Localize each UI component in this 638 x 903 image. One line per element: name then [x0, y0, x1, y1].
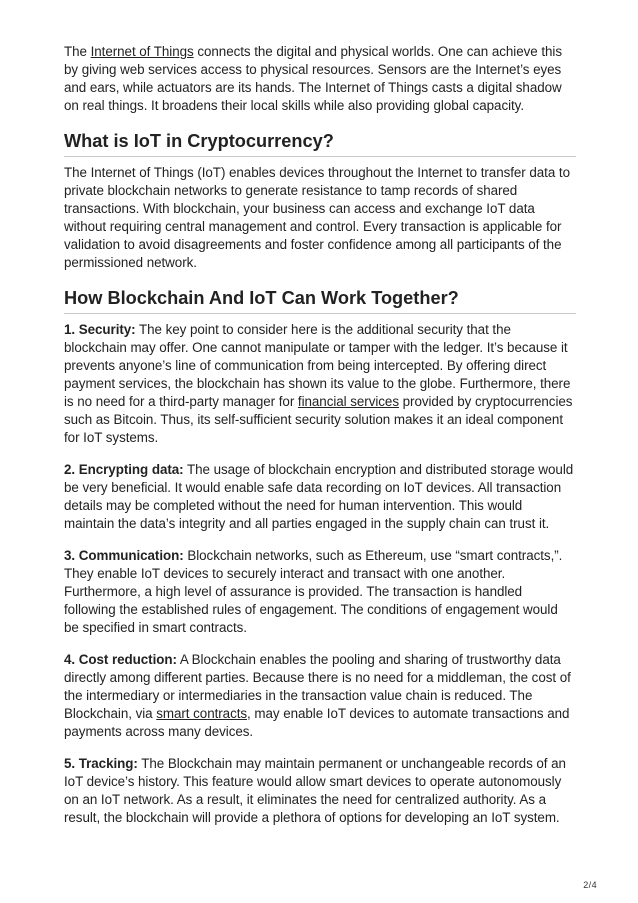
item-text: Blockchain networks, such as Ethereum, use “smart contracts,”. They enable IoT devices to securely interact and transact with one another. Furthermore, a high level of assurance is provided. The transaction is handled following the established rules of engagement. The conditions of engagement would be specified in smart contracts.: [64, 548, 563, 635]
internet-of-things-link[interactable]: Internet of Things: [90, 44, 194, 59]
item-text: The Blockchain may maintain permanent or unchangeable records of an IoT device’s history. This feature would allow smart devices to operate autonomously on an IoT network. As a result, it eliminates the need for centralized authority. As a result, the blockchain will provide a plethora of options for developing an IoT system.: [64, 756, 566, 825]
section-heading-blockchain-iot: How Blockchain And IoT Can Work Together?: [64, 288, 459, 308]
item-label: 1. Security:: [64, 322, 136, 337]
item-encrypting-data: [64, 461, 576, 533]
item-label: 4. Cost reduction:: [64, 652, 177, 667]
smart-contracts-link[interactable]: smart contracts: [156, 706, 248, 721]
item-label: 5. Tracking:: [64, 756, 138, 771]
item-label: 2. Encrypting data:: [64, 462, 184, 477]
item-text: provided by cryptocurrencies such as Bitcoin. Thus, its self-sufficient security solution makes it an ideal component for IoT systems.: [64, 394, 573, 445]
page-number: 2/4: [583, 880, 597, 890]
item-label: 3. Communication:: [64, 548, 184, 563]
intro-paragraph: [64, 43, 576, 115]
item-cost-reduction: [64, 651, 576, 741]
item-text: The key point to consider here is the additional security that the blockchain may offer. One cannot manipulate or tamper with the ledger. It’s because it prevents anyone’s line of communication from being intercepted. By offering direct payment services, the blockchain has shown its value to the globe. Furthermore, there is no need for a third-party manager for: [64, 322, 571, 409]
section-iot-crypto-paragraph: The Internet of Things (IoT) enables devices throughout the Internet to transfer data to private blockchain networks to generate resistance to tamp records of shared transactions. With blockchain, your business can access and exchange IoT data without requiring central management and control. Every transaction is applicable for validation to avoid disagreements and foster confidence among all participants of the permissioned network.: [64, 165, 570, 270]
document-page: [64, 43, 576, 841]
item-security: [64, 321, 576, 447]
financial-services-link[interactable]: financial services: [297, 394, 399, 409]
section-heading-iot-crypto: What is IoT in Cryptocurrency?: [64, 131, 334, 151]
heading-divider: [64, 156, 576, 157]
heading-divider: [64, 313, 576, 314]
item-communication: [64, 547, 576, 637]
item-text: A Blockchain enables the pooling and sharing of trustworthy data directly among different parties. Because there is no need for a middleman, the cost of the intermediary or intermediaries in the transaction value chain is reduced. The Blockchain, via: [64, 652, 571, 721]
item-text: , may enable IoT devices to automate transactions and payments across many devices.: [64, 706, 570, 739]
intro-text-start: The: [64, 44, 91, 59]
item-tracking: [64, 755, 576, 827]
intro-text-end: connects the digital and physical worlds. One can achieve this by giving web services access to physical resources. Sensors are the Internet’s eyes and ears, while actuators are its hands. The Internet of Things casts a digital shadow on real things. It broadens their local skills while also providing global capacity.: [64, 44, 562, 113]
item-text: The usage of blockchain encryption and distributed storage would be very beneficial. It would enable safe data recording on IoT devices. All transaction details may be completed without the need for human intervention. This would maintain the data’s integrity and all parties engaged in the supply chain can trust it.: [64, 462, 574, 531]
